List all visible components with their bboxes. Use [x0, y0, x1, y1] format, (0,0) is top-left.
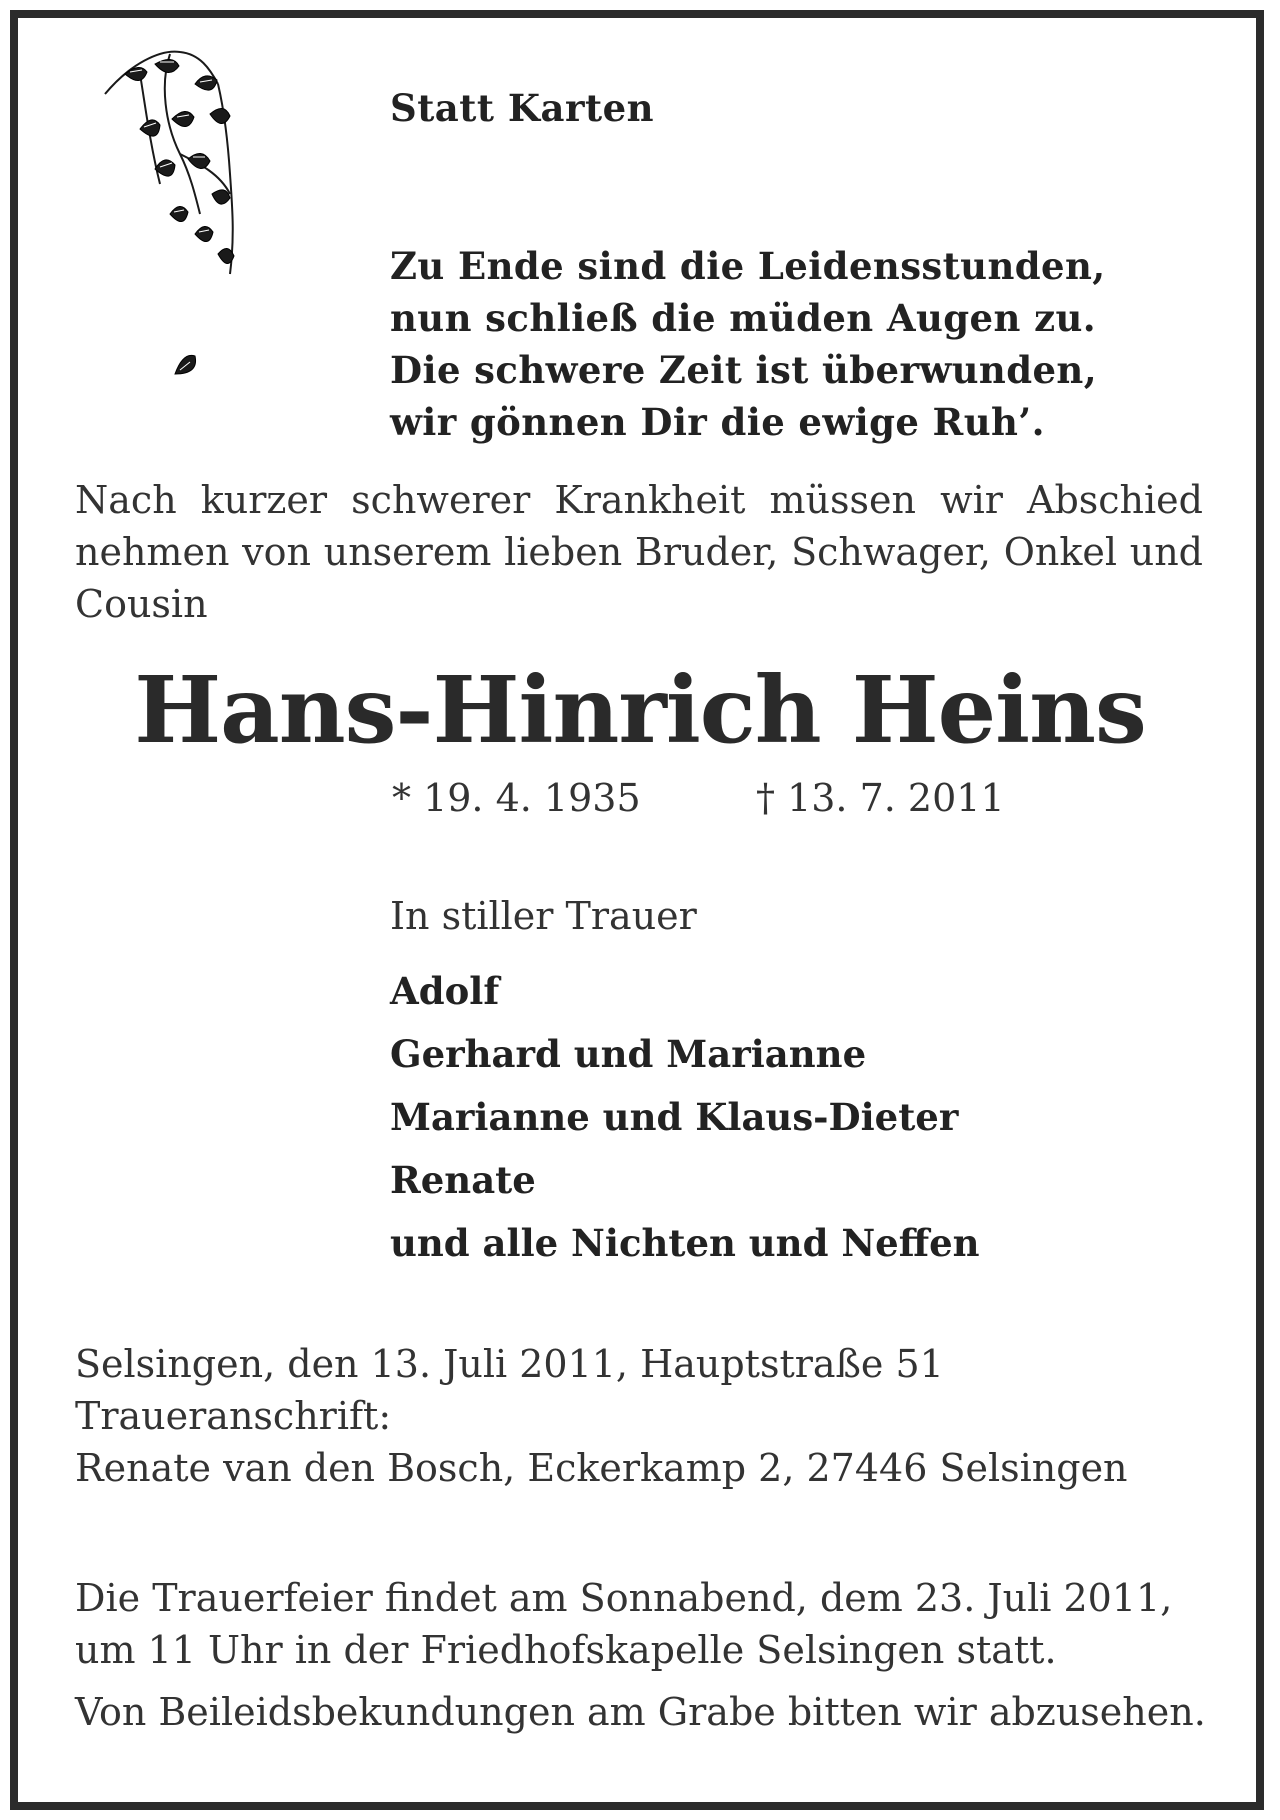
mourning-address: Renate van den Bosch, Eckerkamp 2, 27446 Selsingen: [75, 1446, 1128, 1490]
mourner-name: Gerhard und Marianne: [390, 1032, 867, 1076]
ceremony-line: um 11 Uhr in der Friedhofskapelle Selsingen statt.: [75, 1628, 1057, 1672]
place-date-line: Selsingen, den 13. Juli 2011, Hauptstraße 51: [75, 1342, 944, 1386]
birch-branch-icon: [100, 44, 270, 424]
poem-line: Die schwere Zeit ist überwunden,: [390, 348, 1098, 392]
ceremony-line: Die Trauerfeier findet am Sonnabend, dem 23. Juli 2011,: [75, 1576, 1173, 1620]
header-statt-karten: Statt Karten: [390, 86, 655, 130]
poem-line: wir gönnen Dir die ewige Ruh’.: [390, 400, 1045, 444]
deceased-name: Hans-Hinrich Heins: [134, 656, 1146, 764]
birth-date: * 19. 4. 1935: [392, 776, 641, 820]
death-date: † 13. 7. 2011: [756, 776, 1005, 820]
announcement-intro: Nach kurzer schwerer Krankheit müssen wir Abschied nehmen von unserem lieben Bruder, Schwager, Onkel und Cousin: [75, 478, 1203, 626]
mourner-name: Marianne und Klaus-Dieter: [390, 1095, 959, 1139]
poem-line: Zu Ende sind die Leidensstunden,: [390, 244, 1106, 288]
mourner-name: Renate: [390, 1158, 536, 1202]
mourning-address-label: Traueranschrift:: [75, 1394, 392, 1438]
mourning-intro: In stiller Trauer: [390, 894, 697, 938]
mourners-list: [390, 960, 980, 1275]
address-block: [75, 1338, 1128, 1494]
closing-note: Von Beileidsbekundungen am Grabe bitten wir abzusehen.: [75, 1690, 1206, 1734]
poem-verse: [390, 240, 1106, 448]
mourner-name: Adolf: [390, 969, 500, 1013]
poem-line: nun schließ die müden Augen zu.: [390, 296, 1097, 340]
mourner-name: und alle Nichten und Neffen: [390, 1221, 980, 1265]
ceremony-block: [75, 1572, 1206, 1738]
